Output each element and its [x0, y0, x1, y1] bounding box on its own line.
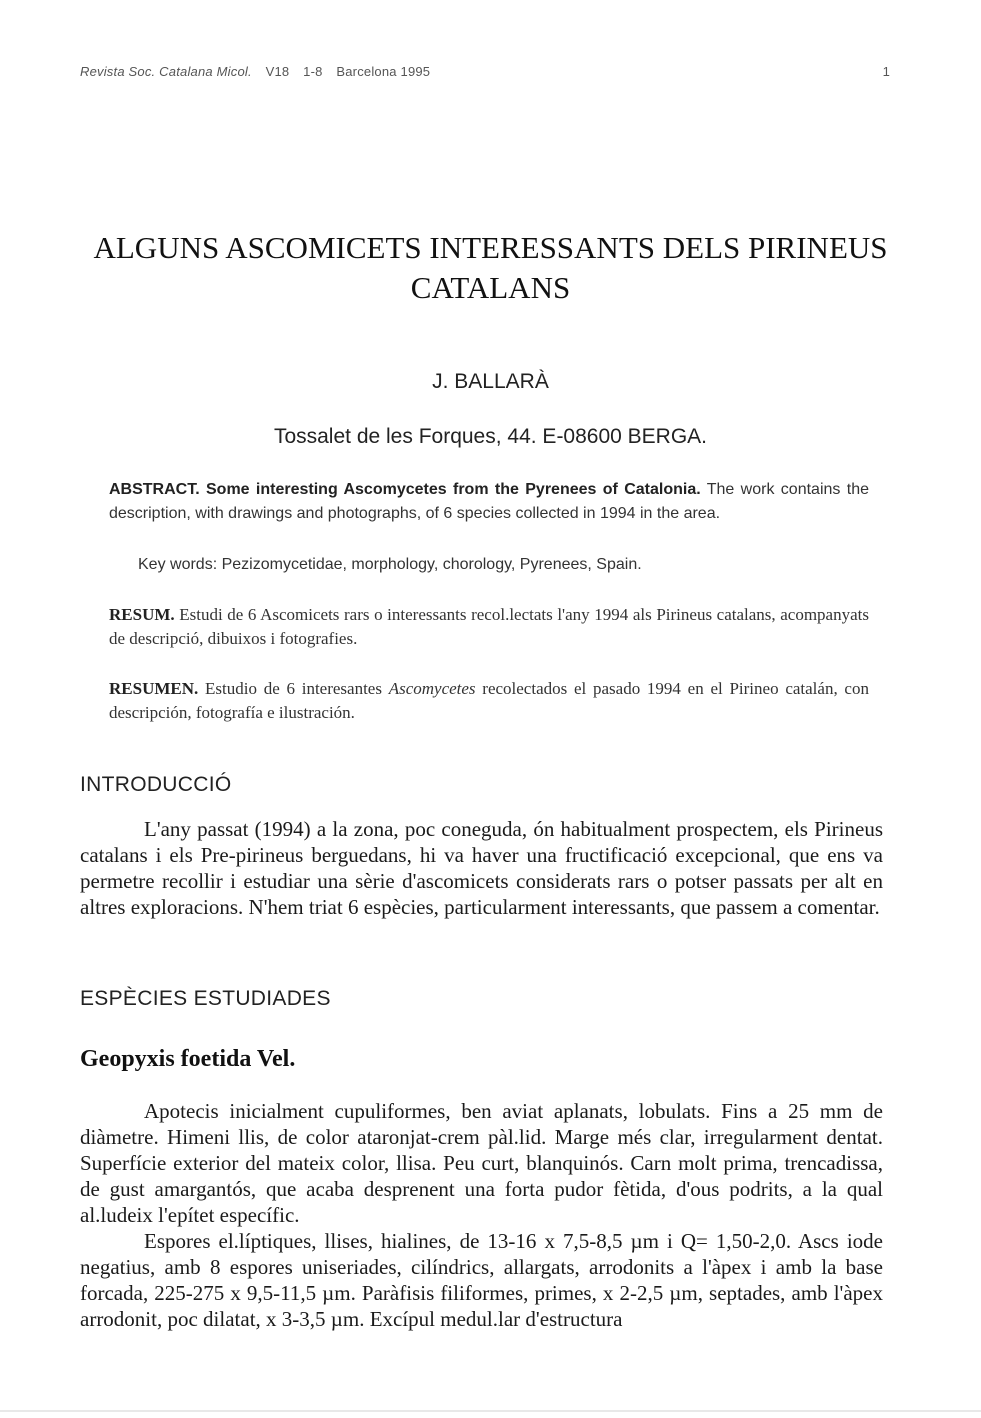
journal-place-year: Barcelona 1995 — [336, 64, 431, 79]
species-name: Geopyxis foetida — [80, 1046, 252, 1072]
resumen-lead: RESUMEN. — [109, 679, 199, 698]
journal-name: Revista Soc. Catalana Micol. — [80, 64, 252, 79]
abstract — [109, 478, 869, 526]
page-number: 1 — [882, 64, 890, 79]
introduction-paragraph: L'any passat (1994) a la zona, poc coneguda, ón habitualment prospectem, els Pirineus catalans i els Pre-pirineus berguedans, hi va haver una fructificació excepcional, que ens va permetre recollir i estudiar una sèrie d'ascomicets considerats rars o potser passats per alt en altres exploracions. N'hem triat 6 espècies, particularment interessants, que passem a comentar. — [80, 817, 883, 919]
introduction-heading: INTRODUCCIÓ — [80, 773, 232, 796]
resumen-italic-term: Ascomycetes — [388, 679, 476, 698]
species-section-heading: ESPÈCIES ESTUDIADES — [80, 987, 331, 1010]
species-description — [80, 1098, 883, 1332]
resum — [109, 603, 869, 651]
resumen — [109, 677, 869, 725]
species-paragraph-2: Espores el.líptiques, llises, hialines, de 13-16 x 7,5-8,5 µm i Q= 1,50-2,0. Ascs iode negatius, amb 8 espores uniseriades, cilíndrics, allargats, arrodonits a l'àpex i amb la base forcada, 225-275 x 9,5-11,5 µm. Paràfisis filiformes, primes, x 2-2,5 µm, septades, amb l'àpex arrodonit, poc dilatat, x 3-3,5 µm. Excípul medul.lar d'estructura — [80, 1229, 883, 1331]
article-title: ALGUNS ASCOMICETS INTERESSANTS DELS PIRINEUS CATALANS — [93, 230, 888, 305]
abstract-text: The work contains the description, with drawings and photographs, of 6 species collected in 1994 in the area. — [109, 481, 869, 522]
author-address: Tossalet de les Forques, 44. E-08600 BERGA. — [273, 425, 708, 448]
resumen-text-before: Estudio de 6 interesantes — [198, 679, 389, 698]
introduction-body — [80, 816, 883, 920]
author-name: J. BALLARÀ — [432, 370, 549, 393]
species-title — [80, 1046, 295, 1073]
abstract-lead: ABSTRACT. Some interesting Ascomycetes from the Pyrenees of Catalonia. — [109, 481, 701, 498]
journal-volume: V18 — [265, 64, 290, 79]
resum-lead: RESUM. — [109, 605, 175, 624]
species-authority: Vel. — [251, 1046, 296, 1072]
resumen-text-after: recolectados el pasado 1994 en el Pirineo catalán, con descripción, fotografía e ilustración. — [109, 679, 869, 722]
species-paragraph-1: Apotecis inicialment cupuliformes, ben aviat aplanats, lobulats. Fins a 25 mm de diàmetre. Himeni llis, de color ataronjat-crem pàl.lid. Marge més clar, irregularment dentat. Superfície exterior del mateix color, llisa. Peu curt, blanquinós. Carn molt prima, trencadissa, de gust amargantós, que acaba desprenent una forta pudor fètida, d'ous podrits, a la qual al.ludeix l'epítet específic. — [80, 1099, 883, 1227]
resum-text: Estudi de 6 Ascomicets rars o interessants recol.lectats l'any 1994 als Pirineus catalans, acompanyats de descripció, dibuixos i fotografies. — [109, 605, 869, 648]
journal-pages: 1-8 — [303, 64, 323, 79]
running-header — [80, 64, 890, 79]
page-bottom-edge — [0, 1410, 981, 1412]
keywords: Key words: Pezizomycetidae, morphology, chorology, Pyrenees, Spain. — [138, 556, 642, 573]
